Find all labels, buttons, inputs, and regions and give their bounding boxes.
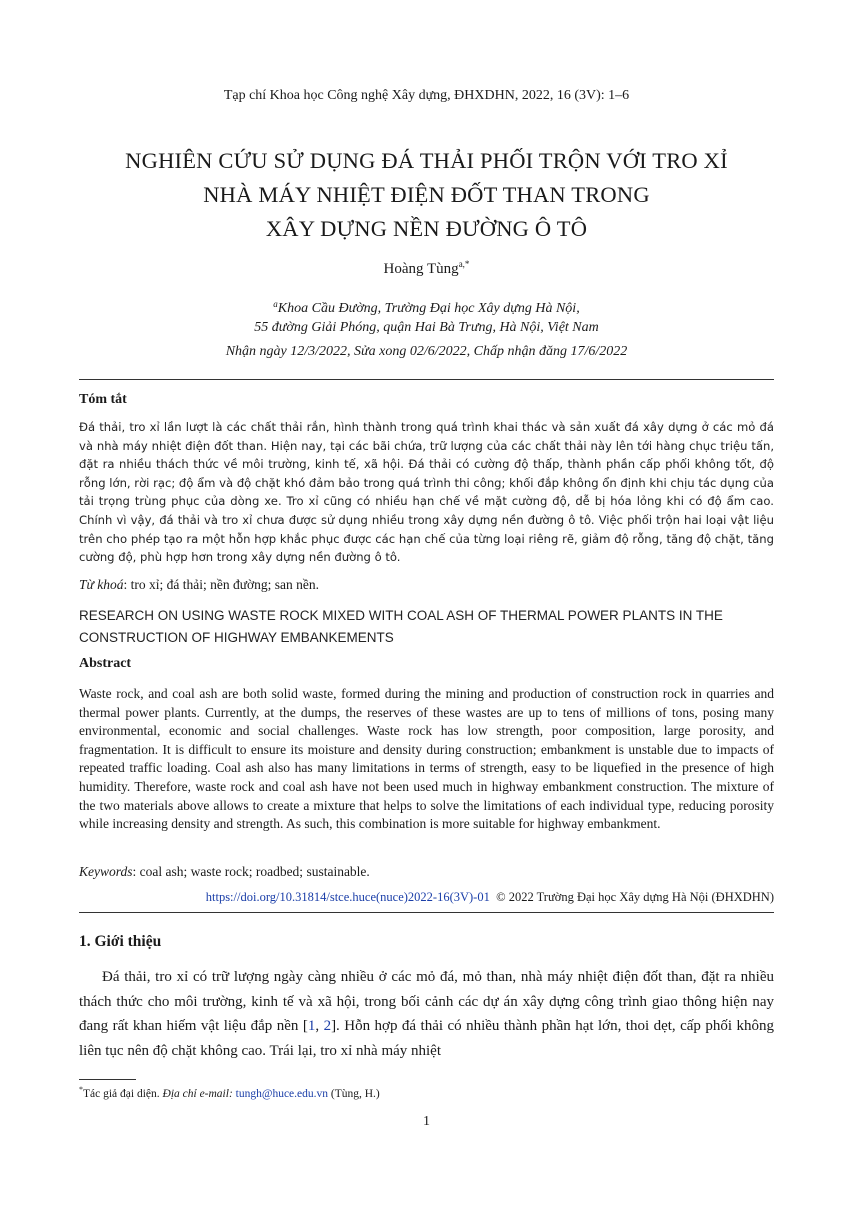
bottom-divider (79, 912, 774, 913)
intro-text-part-1: Đá thải, tro xỉ có trữ lượng ngày càng nhiều ở các mỏ đá, mỏ than, nhà máy nhiệt điện đốt than, đặt ra nhiều thách thức cho môi trường, kinh tế và xã hội, trong bối cảnh các dự án xây dựng công trình giao thông hiện nay đang rất khan hiếm vật liệu đắp nền [ (79, 969, 774, 1035)
title-line-3: XÂY DỰNG NỀN ĐƯỜNG Ô TÔ (265, 216, 588, 241)
footnote-suffix: (Tùng, H.) (328, 1087, 380, 1100)
english-title: RESEARCH ON USING WASTE ROCK MIXED WITH COAL ASH OF THERMAL POWER PLANTS IN THE CONSTRUCTION OF HIGHWAY EMBANKEMENTS (79, 608, 723, 645)
doi-line (206, 890, 774, 905)
copyright-text: © 2022 Trường Đại học Xây dựng Hà Nội (ĐHXDHN) (496, 890, 774, 904)
author-line (0, 259, 853, 278)
intro-paragraph (79, 965, 774, 1063)
doi-link[interactable]: https://doi.org/10.31814/stce.huce(nuce)2022-16(3V)-01 (205, 890, 490, 904)
section-heading: 1. Giới thiệu (79, 933, 162, 950)
keywords-vn-values: : tro xỉ; đá thải; nền đường; san nền. (123, 577, 320, 592)
title-line-2: NHÀ MÁY NHIỆT ĐIỆN ĐỐT THAN TRONG (203, 182, 650, 207)
paper-title (60, 144, 793, 246)
journal-header: Tạp chí Khoa học Công nghệ Xây dựng, ĐHXDHN, 2022, 16 (3V): 1–6 (223, 88, 630, 103)
keywords-en (79, 864, 774, 880)
keywords-vn-label: Từ khoá (79, 577, 124, 592)
citation-link-2[interactable]: 2 (323, 1018, 332, 1035)
author-marks: a,* (458, 259, 470, 269)
abstract-vn-text: Đá thải, tro xỉ lần lượt là các chất thải rắn, hình thành trong quá trình khai thác và sản xuất đá xây dựng ở các mỏ đá và nhà máy nhiệt điện đốt than. Hiện nay, tại các bãi chứa, trữ lượng của các chất thải này lên tới hàng chục triệu tấn, đặt ra nhiều thách thức về môi trường, kinh tế, xã hội. Đá thải có cường độ thấp, thành phần cấp phối không tốt, độ rỗng lớn, rời rạc; độ ẩm và độ chặt khó đảm bảo trong quá trình thi công; khối đắp không ổn định khi chịu tác dụng của tải trọng trùng phục của dòng xe. Tro xỉ cũng có nhiều hạn chế về mặt cường độ, dễ bị hóa lỏng khi có độ ẩm cao. Chính vì vậy, đá thải và tro xỉ chưa được sử dụng nhiều trong xây dựng nền đường ô tô. Việc phối trộn hai loại vật liệu trên cho phép tạo ra một hỗn hợp khắc phục được các hạn chế của từng loại riêng rẽ, giảm độ rỗng, tăng độ chặt, tăng cường độ, phù hợp hơn trong xây dựng nền đường ô tô. (79, 420, 774, 565)
author-name: Hoàng Tùng (383, 261, 459, 277)
citation-link-1[interactable]: 1 (307, 1018, 316, 1035)
affiliation-line-1: Khoa Cầu Đường, Trường Đại học Xây dựng Hà Nội, (277, 301, 580, 316)
intro-text-part-2: ]. Hỗn hợp đá thải có nhiều thành phần hạt lớn, thoi dẹt, cấp phối không liên tục nên độ chặt không cao. Trái lại, tro xỉ nhà máy nhiệt (79, 1018, 774, 1059)
footnote-email-label: Địa chỉ e-mail: (162, 1087, 233, 1100)
affiliation-mark: a (273, 299, 278, 309)
abstract-en-heading: Abstract (79, 656, 132, 671)
footnote (79, 1085, 380, 1100)
footnote-prefix: Tác giả đại diện. (83, 1087, 163, 1100)
affiliation (0, 295, 853, 337)
received-dates: Nhận ngày 12/3/2022, Sửa xong 02/6/2022, Chấp nhận đăng 17/6/2022 (225, 344, 628, 359)
keywords-vn (79, 577, 774, 593)
abstract-en-text: Waste rock, and coal ash are both solid waste, formed during the mining and production of construction rock in quarries and thermal power plants. Currently, at the dumps, the reserves of these wastes are up to tens of millions of tons, posing many environmental, economic and social challenges. Waste rock has low strength, poor composition, large porosity, and fragmentation. It is difficult to ensure its moisture and density during construction; embankment is unstable due to impacts of repeated traffic loading. Coal ash also has many limitations in terms of strength, easy to be liquefied in the presence of high humidity. Therefore, waste rock and coal ash have not been used much in highway embankment construction. The mixture of the two materials above allows to create a mixture that helps to solve the limitations of each individual type, reducing porosity while increasing density and strength. As such, this combination is more suitable for highway embankment. (79, 686, 774, 832)
keywords-en-values: : coal ash; waste rock; roadbed; sustainable. (132, 864, 370, 879)
footnote-divider (79, 1079, 136, 1080)
page-number: 1 (423, 1114, 430, 1129)
top-divider (79, 379, 774, 380)
citation-separator: , (315, 1018, 324, 1035)
email-link[interactable]: tungh@huce.edu.vn (235, 1087, 329, 1100)
footnote-mark: * (79, 1085, 83, 1094)
keywords-en-label: Keywords (79, 864, 133, 879)
title-line-1: NGHIÊN CỨU SỬ DỤNG ĐÁ THẢI PHỐI TRỘN VỚI TRO XỈ (125, 148, 728, 173)
affiliation-line-2: 55 đường Giải Phóng, quận Hai Bà Trưng, Hà Nội, Việt Nam (254, 320, 599, 335)
abstract-vn-heading: Tóm tắt (79, 392, 127, 407)
